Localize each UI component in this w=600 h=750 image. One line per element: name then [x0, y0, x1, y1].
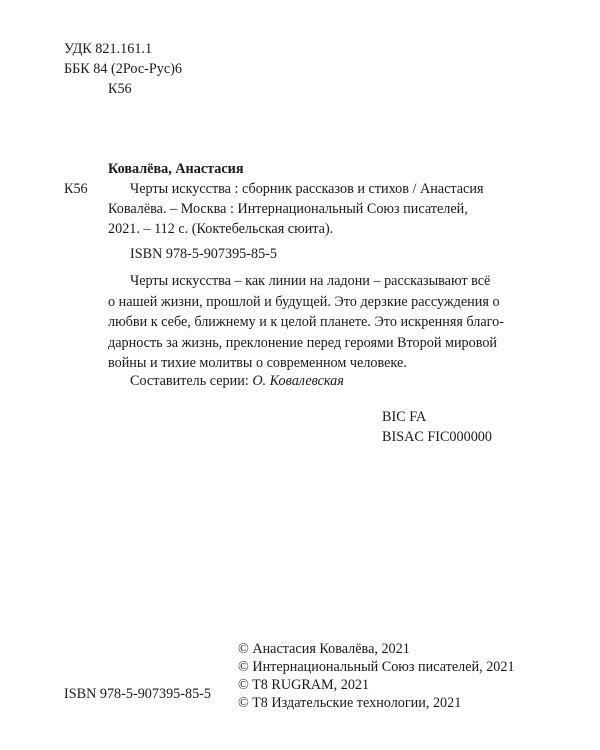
catalog-description-line: Ковалёва. – Москва : Интернациональный Союз писателей,	[108, 201, 468, 217]
copyright-line: © Интернациональный Союз писателей, 2021	[238, 659, 515, 675]
bisac-code: BISAC FIC000000	[382, 429, 492, 445]
annotation-line: дарность за жизнь, преклонение перед героями Второй мировой	[108, 334, 498, 351]
catalog-description-line: Черты искусства : сборник рассказов и стихов / Анастасия	[130, 181, 484, 197]
catalog-description-line: 2021. – 112 с. (Коктебельская сюита).	[108, 221, 334, 237]
author-sign: К56	[108, 81, 132, 97]
copyright-line: © Анастасия Ковалёва, 2021	[238, 641, 410, 657]
catalog-author-sign: К56	[64, 181, 88, 197]
footer-isbn: ISBN 978-5-907395-85-5	[64, 686, 211, 702]
catalog-isbn: ISBN 978-5-907395-85-5	[130, 246, 277, 262]
udk-code: УДК 821.161.1	[64, 41, 153, 57]
copyright-line: © T8 Издательские технологии, 2021	[238, 695, 462, 711]
series-editor-label: Составитель серии:	[130, 373, 249, 389]
annotation-line: войны и тихие молитвы о современном человеке.	[108, 355, 407, 372]
annotation-line: Черты искусства – как линии на ладони – рассказывают всё	[130, 273, 491, 289]
bbk-code: ББК 84 (2Рос-Рус)6	[64, 61, 182, 77]
annotation-line: любви к себе, ближнему и к целой планете. Это искренняя благо-	[108, 314, 504, 331]
annotation	[108, 271, 504, 374]
bic-code: BIC FA	[382, 409, 427, 425]
author-heading: Ковалёва, Анастасия	[108, 161, 244, 177]
series-editor	[130, 372, 344, 390]
annotation-line: о нашей жизни, прошлой и будущей. Это дерзкие рассуждения о	[108, 293, 500, 310]
series-editor-name: О. Ковалевская	[252, 373, 344, 389]
copyright-line: © T8 RUGRAM, 2021	[238, 677, 370, 693]
